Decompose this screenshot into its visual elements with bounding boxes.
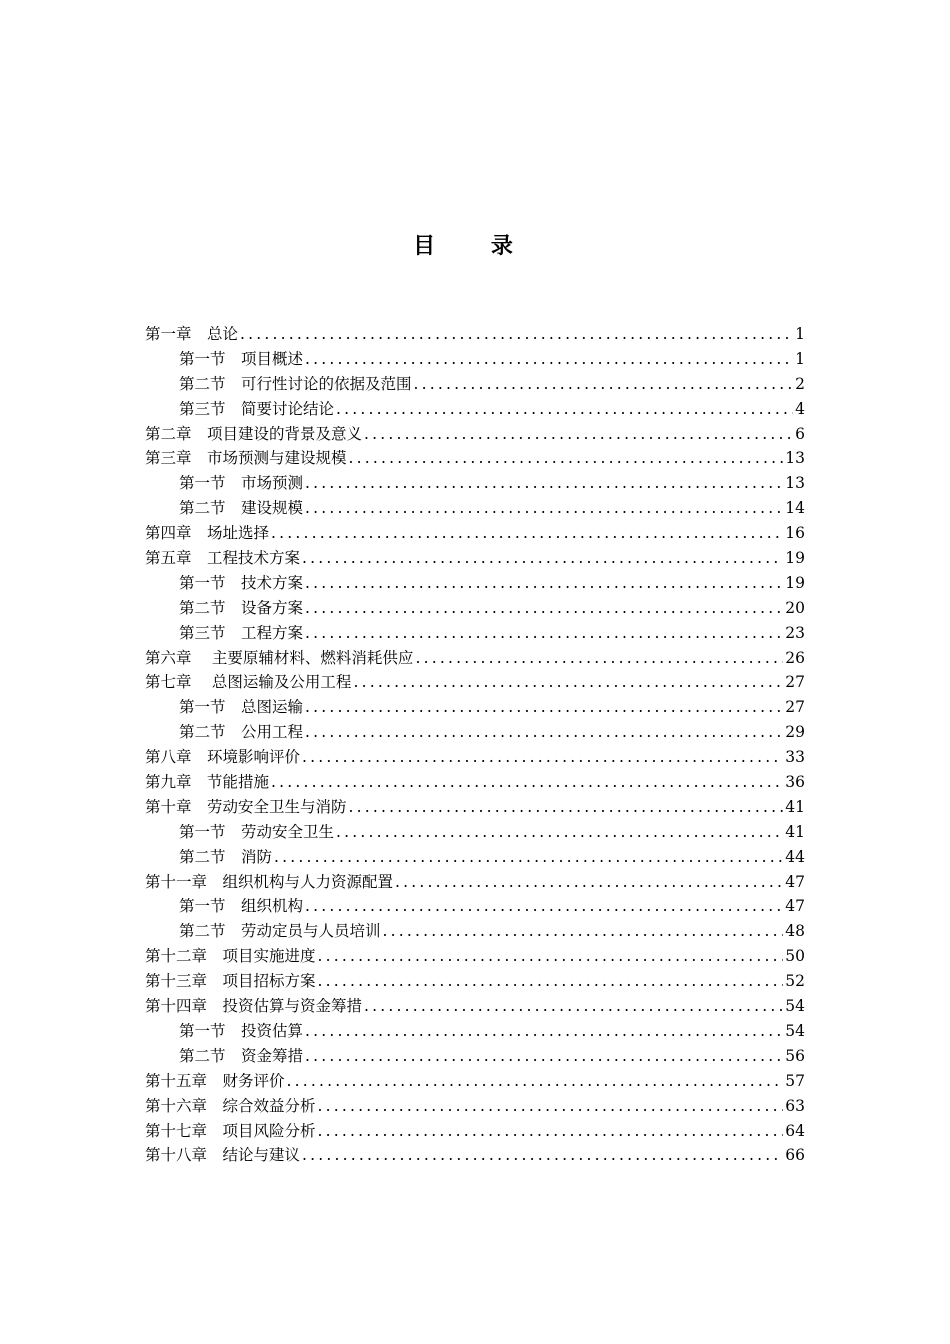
toc-dot-leader (305, 599, 783, 617)
toc-page-number: 50 (785, 947, 805, 966)
toc-entry-label: 第六章 主要原辅材料、燃料消耗供应 (145, 648, 414, 667)
toc-chapter-entry[interactable] (145, 546, 805, 571)
toc-dot-leader (305, 897, 783, 915)
toc-section-entry[interactable] (145, 347, 805, 372)
toc-page-number: 47 (785, 872, 805, 891)
toc-page-number: 13 (785, 474, 805, 493)
toc-entry-label: 第十七章 项目风险分析 (145, 1121, 316, 1140)
toc-section-entry[interactable] (145, 695, 805, 720)
toc-dot-leader (302, 549, 783, 567)
toc-dot-leader (364, 997, 783, 1015)
toc-entry-label: 第十二章 项目实施进度 (145, 947, 316, 966)
toc-section-entry[interactable] (145, 596, 805, 621)
toc-chapter-entry[interactable] (145, 322, 805, 347)
toc-dot-leader (287, 1072, 784, 1090)
toc-dot-leader (318, 1097, 784, 1115)
toc-entry-label: 第一节 技术方案 (179, 573, 304, 592)
toc-page-number: 4 (795, 399, 805, 418)
table-of-contents (145, 322, 805, 1168)
toc-entry-label: 第三章 市场预测与建设规模 (145, 449, 347, 468)
toc-entry-label: 第二节 可行性讨论的依据及范围 (179, 374, 412, 393)
toc-chapter-entry[interactable] (145, 795, 805, 820)
toc-entry-label: 第十六章 综合效益分析 (145, 1096, 316, 1115)
toc-page-number: 27 (785, 673, 805, 692)
toc-dot-leader (271, 773, 783, 791)
toc-entry-label: 第二章 项目建设的背景及意义 (145, 424, 363, 443)
toc-entry-label: 第十一章 组织机构与人力资源配置 (145, 872, 394, 891)
toc-dot-leader (318, 1122, 784, 1140)
toc-dot-leader (305, 499, 783, 517)
toc-section-entry[interactable] (145, 571, 805, 596)
toc-page-number: 6 (795, 424, 805, 443)
toc-chapter-entry[interactable] (145, 1069, 805, 1094)
toc-page-number: 19 (785, 573, 805, 592)
toc-chapter-entry[interactable] (145, 994, 805, 1019)
toc-page-number: 41 (785, 797, 805, 816)
toc-entry-label: 第七章 总图运输及公用工程 (145, 673, 352, 692)
toc-dot-leader (395, 873, 783, 891)
toc-dot-leader (305, 474, 783, 492)
toc-page-number: 2 (795, 374, 805, 393)
toc-section-entry[interactable] (145, 919, 805, 944)
toc-page-number: 56 (785, 1046, 805, 1065)
toc-entry-label: 第十八章 结论与建议 (145, 1146, 301, 1165)
toc-dot-leader (305, 574, 783, 592)
toc-dot-leader (383, 922, 784, 940)
toc-entry-label: 第十五章 财务评价 (145, 1071, 285, 1090)
toc-page-number: 63 (785, 1096, 805, 1115)
toc-entry-label: 第一章 总论 (145, 325, 239, 343)
toc-page-number: 13 (785, 449, 805, 468)
toc-page-number: 29 (785, 723, 805, 742)
toc-entry-label: 第十四章 投资估算与资金筹措 (145, 997, 363, 1016)
toc-section-entry[interactable] (145, 894, 805, 919)
toc-entry-label: 第二节 消防 (179, 847, 273, 866)
toc-section-entry[interactable] (145, 720, 805, 745)
toc-entry-label: 第二节 设备方案 (179, 598, 304, 617)
toc-dot-leader (305, 1047, 783, 1065)
toc-page-number: 44 (785, 847, 805, 866)
toc-section-entry[interactable] (145, 845, 805, 870)
toc-dot-leader (305, 1022, 783, 1040)
toc-dot-leader (414, 375, 794, 393)
toc-page-number: 1 (795, 349, 805, 368)
toc-chapter-entry[interactable] (145, 870, 805, 895)
toc-entry-label: 第二节 公用工程 (179, 723, 304, 742)
toc-entry-label: 第八章 环境影响评价 (145, 748, 301, 767)
toc-entry-label: 第一节 项目概述 (179, 349, 304, 368)
toc-page-number: 36 (785, 773, 805, 792)
toc-chapter-entry[interactable] (145, 944, 805, 969)
toc-dot-leader (240, 325, 793, 343)
toc-chapter-entry[interactable] (145, 646, 805, 671)
toc-section-entry[interactable] (145, 820, 805, 845)
toc-page-number: 33 (785, 748, 805, 767)
toc-page-number: 48 (785, 922, 805, 941)
toc-page-number: 41 (785, 822, 805, 841)
toc-section-entry[interactable] (145, 1019, 805, 1044)
toc-entry-label: 第一节 劳动安全卫生 (179, 822, 335, 841)
toc-dot-leader (349, 798, 784, 816)
toc-page-number: 23 (785, 623, 805, 642)
toc-entry-label: 第四章 场址选择 (145, 524, 270, 543)
toc-chapter-entry[interactable] (145, 770, 805, 795)
toc-chapter-entry[interactable] (145, 745, 805, 770)
toc-dot-leader (318, 972, 784, 990)
toc-dot-leader (302, 1146, 783, 1164)
toc-entry-label: 第二节 建设规模 (179, 499, 304, 518)
toc-chapter-entry[interactable] (145, 1119, 805, 1144)
toc-dot-leader (353, 673, 783, 691)
toc-chapter-entry[interactable] (145, 670, 805, 695)
toc-dot-leader (336, 823, 783, 841)
toc-page-number: 1 (795, 325, 805, 343)
toc-page-number: 27 (785, 698, 805, 717)
toc-dot-leader (305, 350, 793, 368)
toc-section-entry[interactable] (145, 372, 805, 397)
toc-dot-leader (305, 624, 783, 642)
toc-chapter-entry[interactable] (145, 1143, 805, 1168)
toc-entry-label: 第十三章 项目招标方案 (145, 972, 316, 991)
toc-dot-leader (415, 649, 783, 667)
toc-entry-label: 第五章 工程技术方案 (145, 549, 301, 568)
toc-page-number: 66 (785, 1146, 805, 1165)
toc-page-number: 19 (785, 549, 805, 568)
toc-title: 目 录 (413, 234, 537, 259)
toc-entry-label: 第十章 劳动安全卫生与消防 (145, 797, 347, 816)
toc-dot-leader (271, 524, 783, 542)
toc-page-number: 20 (785, 598, 805, 617)
toc-chapter-entry[interactable] (145, 446, 805, 471)
toc-chapter-entry[interactable] (145, 521, 805, 546)
toc-dot-leader (364, 425, 793, 443)
toc-page-number: 14 (785, 499, 805, 518)
toc-dot-leader (274, 848, 783, 866)
toc-chapter-entry[interactable] (145, 422, 805, 447)
toc-entry-label: 第一节 投资估算 (179, 1021, 304, 1040)
toc-entry-label: 第二节 资金筹措 (179, 1046, 304, 1065)
toc-entry-label: 第一节 总图运输 (179, 698, 304, 717)
toc-page-number: 47 (785, 897, 805, 916)
toc-entry-label: 第九章 节能措施 (145, 773, 270, 792)
toc-dot-leader (305, 723, 783, 741)
toc-entry-label: 第一节 市场预测 (179, 474, 304, 493)
toc-page-number: 26 (785, 648, 805, 667)
toc-dot-leader (318, 947, 784, 965)
toc-section-entry[interactable] (145, 496, 805, 521)
toc-entry-label: 第三节 工程方案 (179, 623, 304, 642)
toc-page-number: 57 (785, 1071, 805, 1090)
toc-page-number: 52 (785, 972, 805, 991)
toc-page-number: 54 (785, 1021, 805, 1040)
toc-page-number: 16 (785, 524, 805, 543)
toc-dot-leader (349, 449, 784, 467)
toc-section-entry[interactable] (145, 621, 805, 646)
toc-section-entry[interactable] (145, 1044, 805, 1069)
toc-entry-label: 第二节 劳动定员与人员培训 (179, 922, 381, 941)
toc-chapter-entry[interactable] (145, 969, 805, 994)
toc-section-entry[interactable] (145, 471, 805, 496)
toc-chapter-entry[interactable] (145, 1094, 805, 1119)
toc-dot-leader (336, 400, 793, 418)
toc-dot-leader (305, 698, 783, 716)
toc-entry-label: 第三节 简要讨论结论 (179, 399, 335, 418)
toc-dot-leader (302, 748, 783, 766)
toc-section-entry[interactable] (145, 397, 805, 422)
toc-entry-label: 第一节 组织机构 (179, 897, 304, 916)
toc-page-number: 64 (785, 1121, 805, 1140)
toc-page-number: 54 (785, 997, 805, 1016)
